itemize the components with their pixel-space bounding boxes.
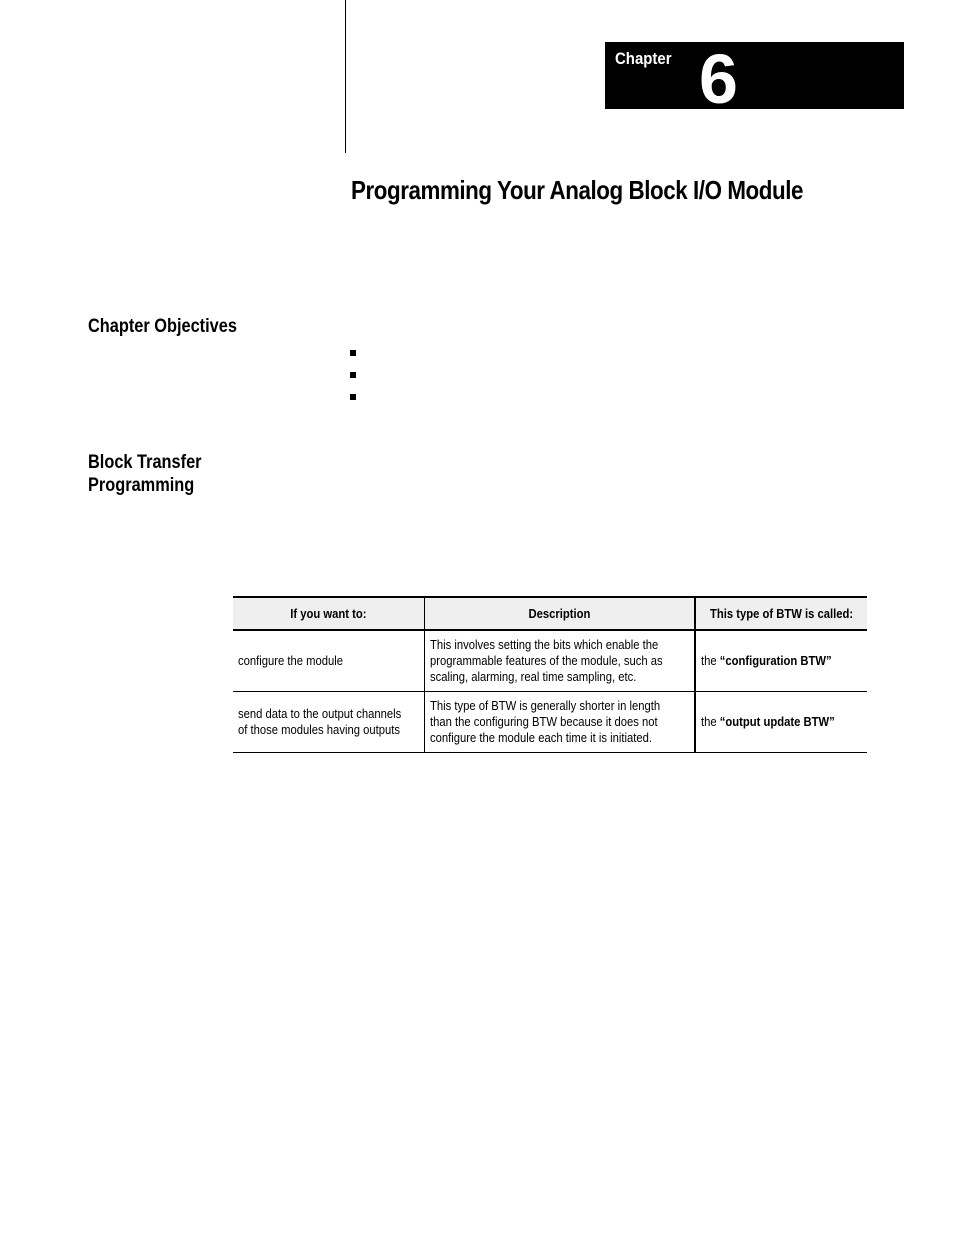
cell-want: send data to the output channels of those modules having outputs <box>233 692 425 753</box>
btw-types-table <box>233 596 867 753</box>
page-title: Programming Your Analog Block I/O Module <box>351 175 803 205</box>
cell-btw-called: the “output update BTW” <box>695 692 867 753</box>
margin-rule <box>345 0 346 153</box>
chapter-banner <box>605 42 904 109</box>
cell-description: This involves setting the bits which enable the programmable features of the module, such as scaling, alarming, real time sampling, etc. <box>425 630 695 692</box>
cell-description: This type of BTW is generally shorter in length than the configuring BTW because it does not configure the module each time it is initiated. <box>425 692 695 753</box>
bullet-marker <box>350 394 356 400</box>
column-header-btw-called: This type of BTW is called: <box>695 597 867 630</box>
table-row <box>233 692 867 753</box>
heading-line: Block Transfer <box>88 452 202 473</box>
objectives-bullet-list <box>350 350 356 416</box>
column-header-if-you-want-to: If you want to: <box>233 597 425 630</box>
heading-line: Programming <box>88 475 195 496</box>
chapter-number: 6 <box>699 42 738 109</box>
cell-want: configure the module <box>233 630 425 692</box>
btw-name: “output update BTW” <box>719 715 835 729</box>
table-header-row <box>233 597 867 630</box>
bullet-marker <box>350 372 356 378</box>
section-heading-chapter-objectives: Chapter Objectives <box>88 316 237 337</box>
cell-btw-called: the “configuration BTW” <box>695 630 867 692</box>
bullet-marker <box>350 350 356 356</box>
chapter-label: Chapter <box>615 49 672 68</box>
table-row <box>233 630 867 692</box>
btw-name: “configuration BTW” <box>719 654 832 668</box>
column-header-description: Description <box>425 597 695 630</box>
section-heading-block-transfer-programming <box>88 451 202 497</box>
